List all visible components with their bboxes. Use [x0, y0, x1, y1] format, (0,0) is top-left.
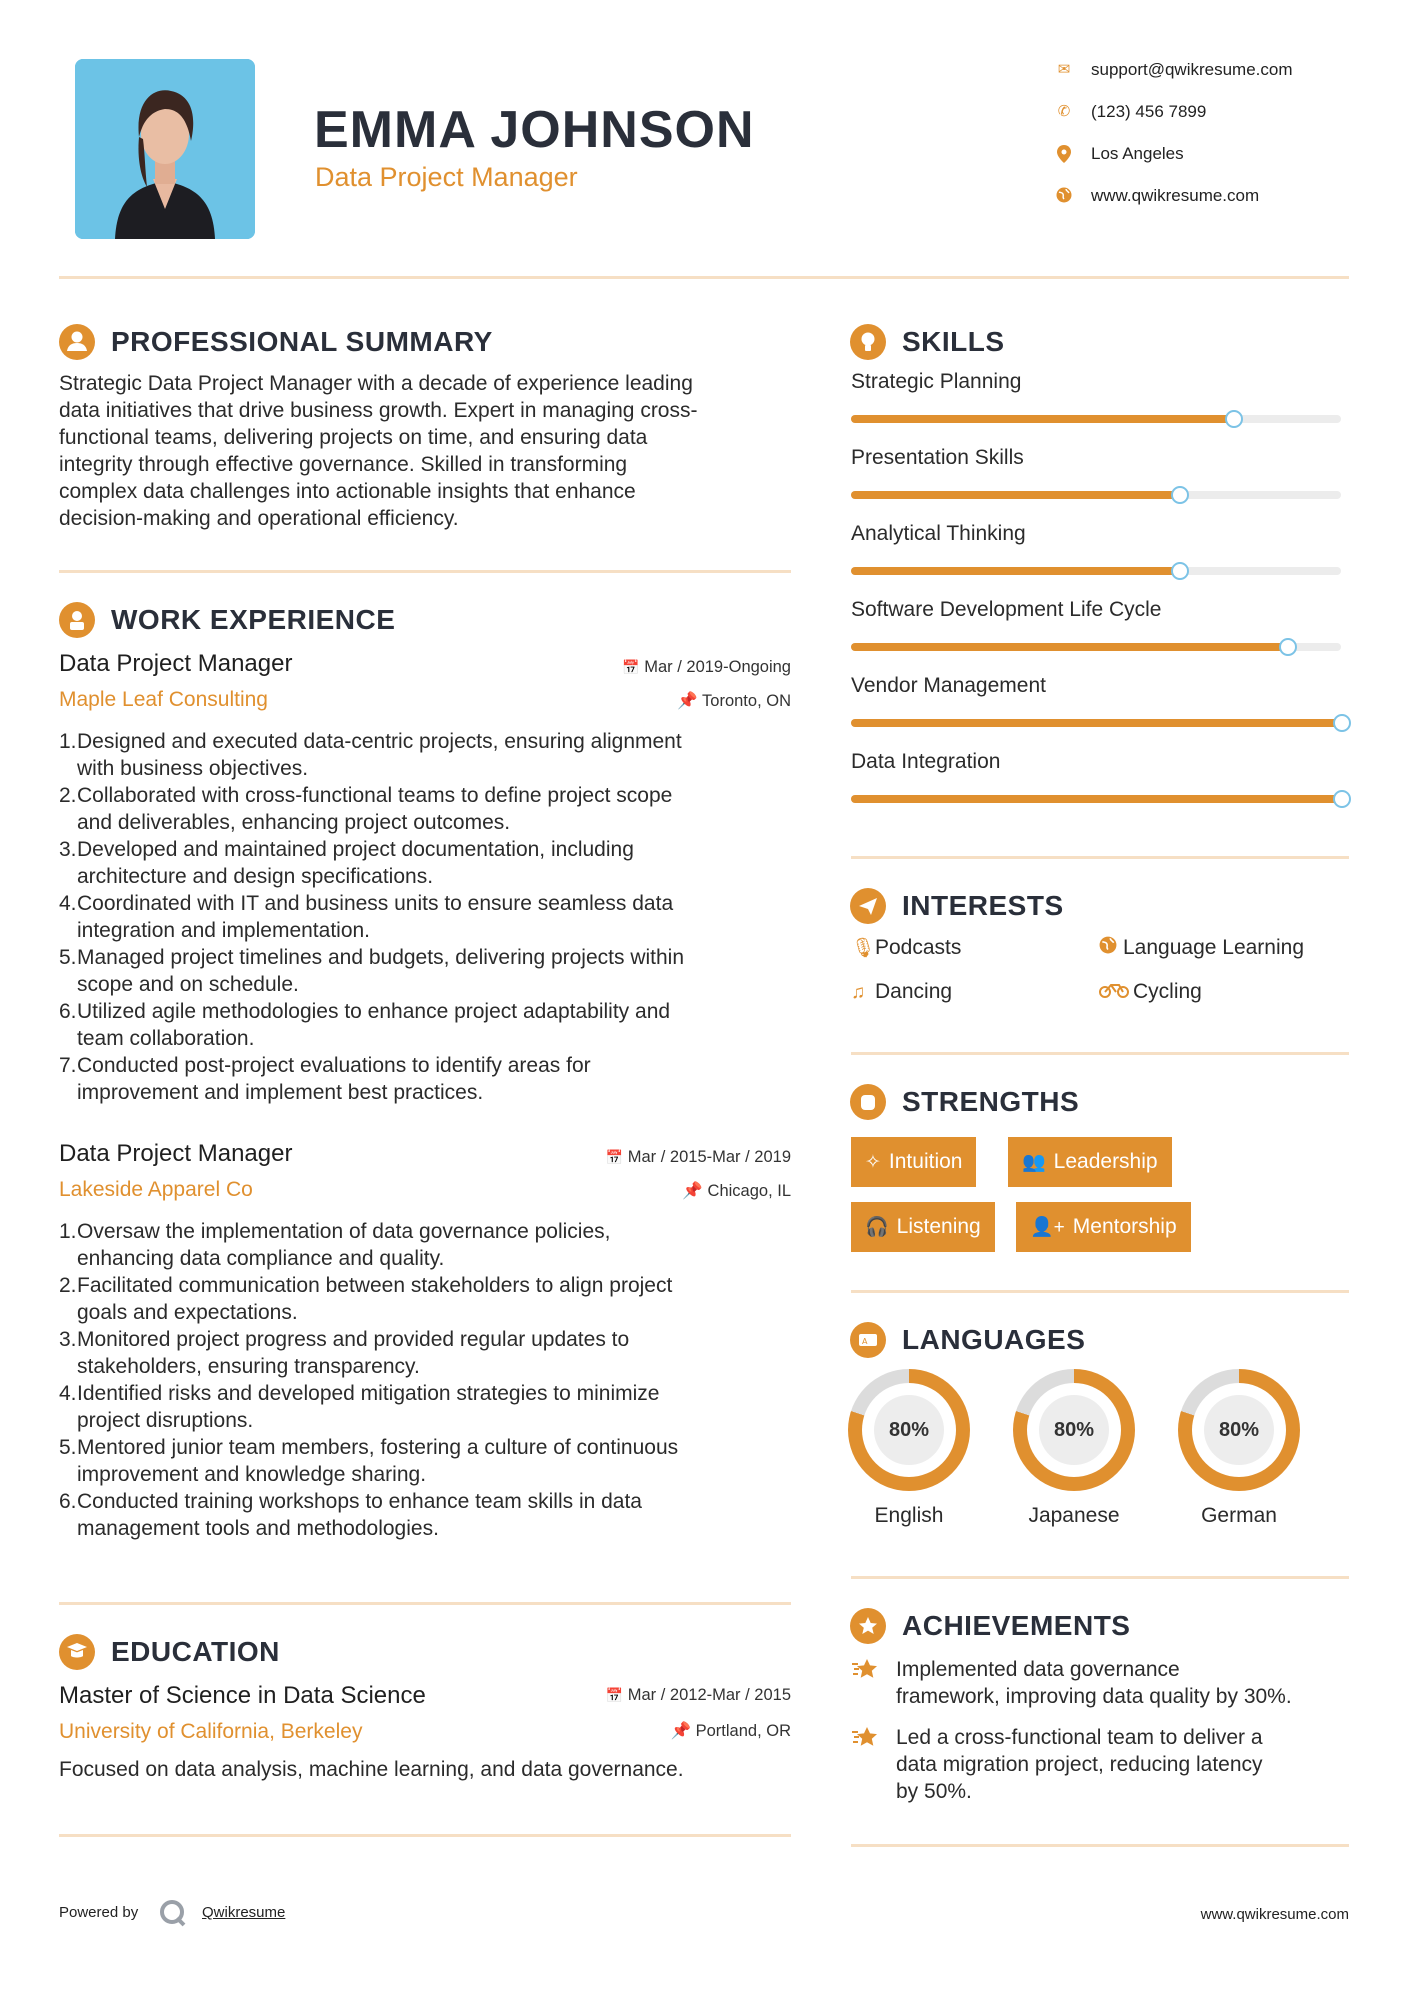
skill-bar-knob: [1171, 486, 1189, 504]
language-progress-ring: [1178, 1369, 1300, 1491]
strength-tag-intuition: ✧ Intuition: [851, 1137, 976, 1187]
skill-bar-fill: [851, 415, 1233, 423]
skill-label: Presentation Skills: [851, 446, 1024, 469]
calendar-icon: 📅: [605, 1687, 624, 1703]
list-item: 3. Monitored project progress and provided regular updates to stakeholders, ensuring transparency.: [59, 1328, 630, 1378]
languages-heading: LANGUAGES: [902, 1324, 1086, 1355]
list-item: 3. Developed and maintained project documentation, including architecture and design specifications.: [59, 838, 634, 888]
interest-language-learning: Language Learning: [1099, 936, 1304, 960]
achievement-item: Led a cross-functional team to deliver a data migration project, reducing latency by 50%.: [851, 1724, 1351, 1805]
language-percent: 80%: [874, 1395, 944, 1465]
interest-cycling: Cycling: [1099, 980, 1202, 1004]
skills-divider: [851, 856, 1349, 859]
achievement-item: Implemented data governance framework, improving data quality by 30%.: [851, 1656, 1351, 1710]
job-date: 📅 Mar / 2019-Ongoing: [622, 658, 791, 676]
list-item: 7. Conducted post-project evaluations to identify areas for improvement and implement best practices.: [59, 1054, 591, 1104]
language-progress-ring: [848, 1369, 970, 1491]
bicycle-icon: [1099, 982, 1133, 1004]
job-title: Data Project Manager: [59, 1140, 293, 1167]
education-divider: [59, 1834, 791, 1837]
strength-tag-leadership: 👥 Leadership: [1008, 1137, 1172, 1187]
job-duties: [59, 728, 817, 1106]
language-percent: 80%: [1204, 1395, 1274, 1465]
interest-podcasts: 🎙Podcasts: [851, 936, 962, 959]
music-note-icon: ♫: [851, 982, 866, 1003]
star-badge-icon: [850, 1608, 886, 1644]
skill-bar-knob: [1279, 638, 1297, 656]
list-item: 5. Managed project timelines and budgets, delivering projects within scope and on schedule.: [59, 946, 685, 996]
strength-tag-listening: 🎧 Listening: [851, 1202, 995, 1252]
job-location: 📌 Chicago, IL: [682, 1182, 791, 1200]
footer-website[interactable]: www.qwikresume.com: [1200, 1906, 1349, 1923]
profile-photo: [75, 59, 255, 239]
skill-label: Vendor Management: [851, 674, 1046, 697]
pin-icon: 📌: [670, 1722, 692, 1740]
envelope-icon: ✉: [1057, 61, 1071, 78]
candidate-title: Data Project Manager: [315, 162, 578, 192]
education-location: 📌 Portland, OR: [670, 1722, 791, 1740]
job-location: 📌 Toronto, ON: [677, 692, 791, 710]
skill-bar-knob: [1333, 714, 1351, 732]
qwikresume-link[interactable]: Qwikresume: [202, 1904, 286, 1921]
list-item: 1. Designed and executed data-centric projects, ensuring alignment with business objectives.: [59, 730, 682, 780]
skill-bar-knob: [1225, 410, 1243, 428]
skill-bar-knob: [1171, 562, 1189, 580]
powered-by-text: Powered by: [59, 1904, 139, 1921]
graduation-icon: [59, 1634, 95, 1670]
skill-bar-fill: [851, 795, 1341, 803]
person-photo-icon: [75, 59, 255, 239]
pin-icon: 📌: [682, 1182, 703, 1200]
skill-label: Software Development Life Cycle: [851, 598, 1162, 621]
header-divider: [59, 276, 1349, 279]
interests-heading: INTERESTS: [902, 890, 1064, 921]
list-item: 6. Utilized agile methodologies to enhance project adaptability and team collaboration.: [59, 1000, 671, 1050]
strengths-divider: [851, 1290, 1349, 1293]
skill-bar: [851, 643, 1341, 651]
skills-list: [851, 370, 1349, 830]
skill-bar: [851, 795, 1341, 803]
users-icon: 👥: [1022, 1152, 1046, 1173]
list-item: 2. Facilitated communication between stakeholders to align project goals and expectations.: [59, 1274, 673, 1324]
magic-wand-icon: ✧: [865, 1152, 881, 1173]
map-marker-icon: [1055, 145, 1073, 163]
language-name: German: [1201, 1504, 1277, 1527]
paper-plane-icon: [850, 888, 886, 924]
summary-text: Strategic Data Project Manager with a decade of experience leading data initiatives that drive business growth. Expert in managing cross- functional teams, delivering projects on time, and ensuring data integrity through effective governance. Skilled in transforming complex data challenges into actionable insights that enhance decision-making and operational efficiency.: [59, 372, 698, 530]
skill-bar: [851, 491, 1341, 499]
interest-dancing: ♫ Dancing: [851, 980, 953, 1003]
summary-divider: [59, 570, 791, 573]
education-heading: EDUCATION: [111, 1636, 280, 1667]
phone-icon: ✆: [1057, 103, 1071, 120]
achievements-heading: ACHIEVEMENTS: [902, 1610, 1131, 1641]
list-item: 1. Oversaw the implementation of data governance policies, enhancing data compliance and quality.: [59, 1220, 611, 1270]
globe-icon: [1055, 187, 1073, 205]
skill-bar-knob: [1333, 790, 1351, 808]
briefcase-icon: [59, 602, 95, 638]
list-item: 6. Conducted training workshops to enhance team skills in data management tools and methodologies.: [59, 1490, 642, 1540]
skill-bar: [851, 719, 1341, 727]
strength-tag-mentorship: 👤+ Mentorship: [1016, 1202, 1191, 1252]
job-company: Maple Leaf Consulting: [59, 688, 268, 711]
skill-label: Data Integration: [851, 750, 1001, 773]
interests-divider: [851, 1052, 1349, 1055]
skill-label: Strategic Planning: [851, 370, 1022, 393]
star-icon: [851, 1658, 881, 1687]
list-item: 2. Collaborated with cross-functional teams to define project scope and deliverables, enhancing project outcomes.: [59, 784, 673, 834]
list-item: 5. Mentored junior team members, fostering a culture of continuous improvement and knowledge sharing.: [59, 1436, 679, 1486]
degree-title: Master of Science in Data Science: [59, 1682, 426, 1709]
star-icon: [851, 1726, 881, 1755]
fist-icon: [850, 1084, 886, 1120]
language-name: Japanese: [1028, 1504, 1120, 1527]
microphone-icon: 🎙: [851, 938, 876, 959]
achievements-divider: [851, 1844, 1349, 1847]
skills-heading: SKILLS: [902, 326, 1005, 357]
skill-bar: [851, 415, 1341, 423]
skill-label: Analytical Thinking: [851, 522, 1026, 545]
strengths-heading: STRENGTHS: [902, 1086, 1080, 1117]
list-item: 4. Identified risks and developed mitigation strategies to minimize project disruptions.: [59, 1382, 660, 1432]
job-date: 📅 Mar / 2015-Mar / 2019: [605, 1148, 791, 1166]
job-company: Lakeside Apparel Co: [59, 1178, 253, 1201]
job-duties: [59, 1218, 817, 1542]
calendar-icon: 📅: [622, 659, 640, 675]
summary-heading: PROFESSIONAL SUMMARY: [111, 326, 493, 357]
education-date: 📅 Mar / 2012-Mar / 2015: [605, 1686, 791, 1704]
language-progress-ring: [1013, 1369, 1135, 1491]
languages-divider: [851, 1576, 1349, 1579]
skill-bar-fill: [851, 491, 1179, 499]
pin-icon: 📌: [677, 692, 698, 710]
headphones-icon: 🎧: [865, 1217, 889, 1238]
user-icon: [59, 324, 95, 360]
school-name: University of California, Berkeley: [59, 1720, 363, 1743]
skill-bar-fill: [851, 643, 1287, 651]
user-plus-icon: 👤+: [1030, 1217, 1065, 1238]
experience-heading: WORK EXPERIENCE: [111, 604, 396, 635]
list-item: 4. Coordinated with IT and business units to ensure seamless data integration and implementation.: [59, 892, 674, 942]
language-percent: 80%: [1039, 1395, 1109, 1465]
candidate-name: EMMA JOHNSON: [314, 101, 755, 159]
qwikresume-logo-icon: [158, 1898, 188, 1933]
education-description: Focused on data analysis, machine learning, and data governance.: [59, 1758, 684, 1781]
skill-bar: [851, 567, 1341, 575]
calendar-icon: 📅: [605, 1149, 624, 1165]
job-title: Data Project Manager: [59, 650, 293, 677]
skill-bar-fill: [851, 567, 1179, 575]
globe-icon: [1099, 936, 1123, 960]
language-name: English: [874, 1504, 944, 1527]
language-card-icon: [850, 1322, 886, 1358]
lightbulb-icon: [850, 324, 886, 360]
svg-text:A: A: [862, 1337, 868, 1346]
skill-bar-fill: [851, 719, 1341, 727]
experience-divider: [59, 1602, 791, 1605]
